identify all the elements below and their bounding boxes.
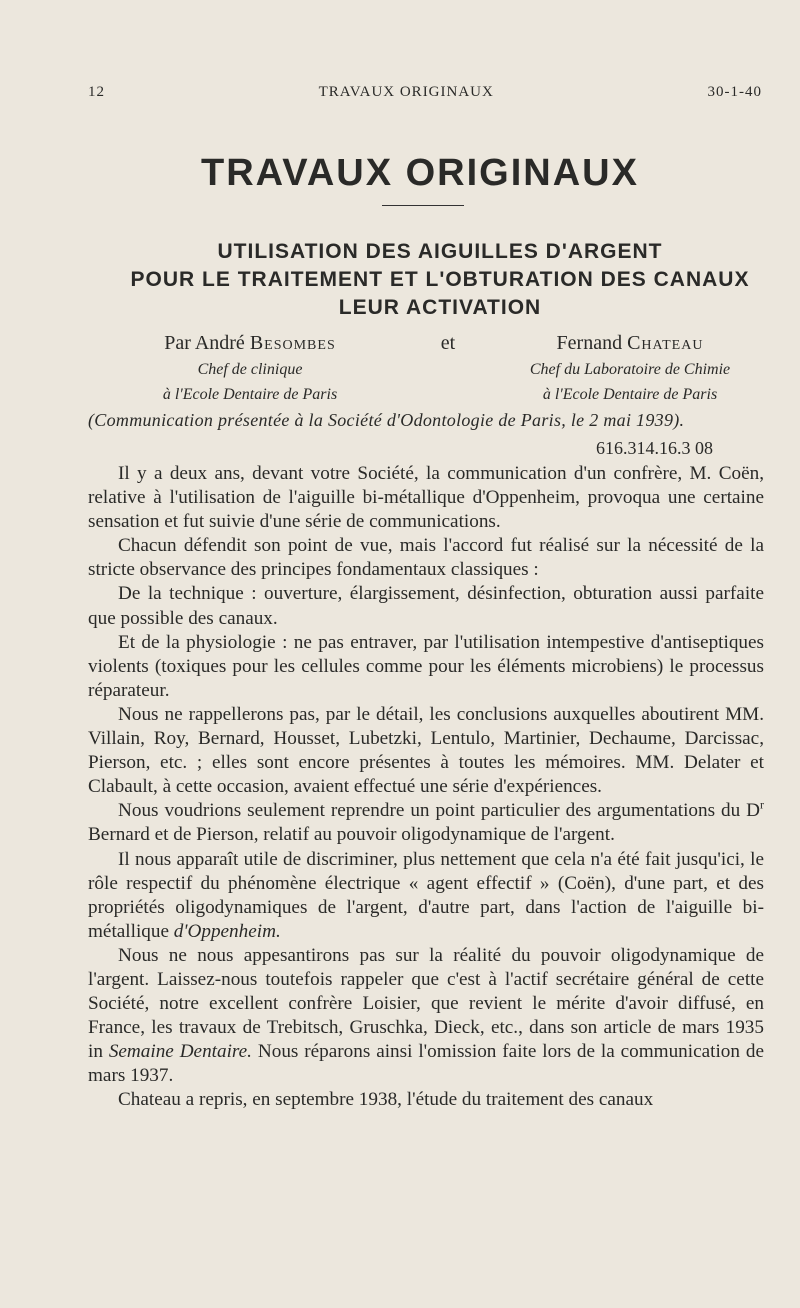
section-title: TRAVAUX ORIGINAUX — [201, 152, 639, 194]
paragraph-1: Il y a deux ans, devant votre Société, la communication d'un confrère, M. Coën, relative à l'utilisation de l'aiguille bi-métallique d'Oppenheim, provoqua une certaine sensation et fut suivie d'une série de communications. — [88, 463, 764, 533]
author-2 — [490, 332, 770, 405]
paragraph-4: Et de la physiologie : ne pas entraver, par l'utilisation intempestive d'antiseptiques violents (toxiques pour les cellules comme pour les éléments microbiens) le processus réparateur. — [88, 631, 764, 701]
issue-date: 30-1-40 — [707, 84, 762, 100]
italic-journal-title: Semaine Dentaire. — [108, 1041, 252, 1063]
authors-conjunction: et — [440, 332, 456, 354]
article-body — [88, 462, 764, 1113]
italic-oppenheim: d'Oppenheim. — [173, 920, 281, 942]
author-1-role: Chef de clinique — [197, 361, 303, 378]
paragraph-2: Chacun défendit son point de vue, mais l'accord fut réalisé sur la nécessité de la stricte observance des principes fondamentaux classiques : — [88, 535, 764, 581]
paragraph-5: Nous ne rappellerons pas, par le détail, les conclusions auxquelles aboutirent MM. Villain, Roy, Bernard, Housset, Lubetzki, Lentulo, Martinier, Dechaume, Darcissac, Pierson, etc. ; elles sont encore présentes à toutes les mémoires. MM. Delater et Clabault, à cette occasion, avaient effectué une série d'expériences. — [88, 703, 764, 798]
author-2-affiliation: à l'Ecole Dentaire de Paris — [542, 386, 718, 403]
running-title: TRAVAUX ORIGINAUX — [318, 84, 494, 100]
paragraph-7: Il nous apparaît utile de discriminer, plus nettement que cela n'a été fait jusqu'ici, le rôle respectif du phénomène électrique « agent effectif » (Coën), d'une part, et des propriétés oligodynamiques de l'argent, d'autre part, dans l'action de l'aiguille bi-métallique d'Oppenheim. — [88, 848, 764, 942]
article-title-line-2: POUR LE TRAITEMENT ET L'OBTURATION DES CANAUX — [130, 268, 750, 291]
author-1-affiliation: à l'Ecole Dentaire de Paris — [162, 386, 338, 403]
article-title-line-3: LEUR ACTIVATION — [338, 296, 542, 319]
author-2-role: Chef du Laboratoire de Chimie — [529, 361, 731, 378]
author-1 — [120, 332, 380, 405]
paragraph-8: Nous ne nous appesantirons pas sur la réalité du pouvoir oligodynamique de l'argent. Laissez-nous toutefois rappeler que c'est à l'actif secrétaire général de cette Société, notre excellent confrère Loisier, que revient le mérite d'avoir diffusé, en France, les travaux de Trebitsch, Gruschka, Dieck, etc., dans son article de mars 1935 in Semaine Dentaire. Nous réparons ainsi l'omission faite lors de la communication de mars 1937. — [88, 944, 764, 1087]
page-number: 12 — [88, 84, 105, 100]
author-1-first-name: André — [194, 332, 245, 354]
author-2-first-name: Fernand — [556, 332, 623, 354]
by-label: Par — [164, 332, 191, 354]
article-title-line-1: UTILISATION DES AIGUILLES D'ARGENT — [217, 240, 663, 263]
paragraph-6: Nous voudrions seulement reprendre un point particulier des argumentations du $D^r$ Bernard et de Pierson, relatif au pouvoir oligodynamique de l'argent. — [88, 797, 764, 846]
title-divider — [382, 205, 464, 206]
authors-block — [120, 332, 770, 412]
communication-note: (Communication présentée à la Société d'Odontologie de Paris, le 2 mai 1939). — [88, 410, 685, 430]
author-2-last-name: Chateau — [627, 332, 704, 354]
superscript-r: r — [760, 797, 764, 812]
author-1-last-name: Besombes — [249, 332, 336, 354]
paragraph-9: Chateau a repris, en septembre 1938, l'étude du traitement des canaux — [118, 1089, 654, 1111]
classification-code: 616.314.16.3 08 — [596, 438, 713, 458]
paragraph-3: De la technique : ouverture, élargissement, désinfection, obturation aussi parfaite que possible des canaux. — [88, 583, 764, 629]
running-header — [88, 84, 762, 101]
